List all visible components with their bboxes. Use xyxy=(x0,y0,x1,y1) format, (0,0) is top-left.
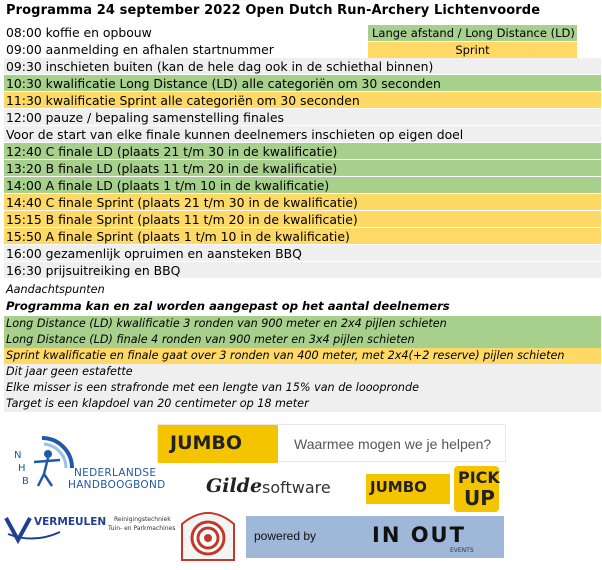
notes-warning: Programma kan en zal worden aangepast op het aantal deelnemers xyxy=(6,299,450,313)
jumbo-wordmark: JUMBO xyxy=(170,432,243,454)
notes-heading: Aandachtspunten xyxy=(6,283,105,296)
note-row: Target is een klapdoel van 20 centimeter op 18 meter xyxy=(4,396,601,412)
schedule-row: Voor de start van elke finale kunnen deelnemers inschieten op eigen doel xyxy=(4,126,601,143)
svg-text:N: N xyxy=(14,450,22,461)
schedule-row: 13:20 B finale LD (plaats 11 t/m 20 in de kwalificatie) xyxy=(4,160,601,177)
nhb-logo xyxy=(4,424,166,502)
svg-text:NEDERLANDSE: NEDERLANDSE xyxy=(74,467,157,479)
svg-text:B: B xyxy=(22,476,29,487)
vermeulen-emblem-icon xyxy=(4,508,176,548)
jumbo-banner xyxy=(157,424,506,462)
schedule-row: 09:00 aanmelding en afhalen startnummer xyxy=(4,41,366,58)
jumbo-pickup-logo: JUMBO PICK UP xyxy=(366,466,499,512)
nhb-emblem-icon xyxy=(4,424,166,502)
svg-text:HANDBOOGBOND: HANDBOOGBOND xyxy=(68,479,166,491)
page-title: Programma 24 september 2022 Open Dutch Run-Archery Lichtenvoorde xyxy=(6,3,541,18)
note-row: Long Distance (LD) finale 4 ronden van 900 meter en 3x4 pijlen schieten xyxy=(4,332,601,348)
note-row: Dit jaar geen estafette xyxy=(4,364,601,380)
schedule-row: 09:30 inschieten buiten (kan de hele dag ook in de schiethal binnen) xyxy=(4,58,601,75)
schedule-row: 15:15 B finale Sprint (plaats 11 t/m 20 in de kwalificatie) xyxy=(4,211,601,228)
schedule-row: 08:00 koffie en opbouw xyxy=(4,24,366,41)
svg-text:Tuin- en Parkmachines: Tuin- en Parkmachines xyxy=(108,525,176,532)
note-row: Sprint kwalificatie en finale gaat over 3 ronden van 400 meter, met 2x4(+2 reserve) pijlen schieten xyxy=(4,348,601,364)
svg-text:Reinigingstechniek: Reinigingstechniek xyxy=(114,516,171,523)
schedule-row: 14:00 A finale LD (plaats 1 t/m 10 in de kwalificatie) xyxy=(4,177,601,194)
schedule-row: 11:30 kwalificatie Sprint alle categoriën om 30 seconden xyxy=(4,92,601,109)
target-emblem xyxy=(176,504,240,566)
schedule-row: 10:30 kwalificatie Long Distance (LD) alle categoriën om 30 seconden xyxy=(4,75,601,92)
svg-text:H: H xyxy=(18,463,26,474)
jumbo-tagline: Waarmee mogen we je helpen? xyxy=(294,436,492,452)
svg-text:VERMEULEN: VERMEULEN xyxy=(34,516,107,528)
vermeulen-logo xyxy=(4,508,176,548)
schedule-row: 16:30 prijsuitreiking en BBQ xyxy=(4,262,601,279)
note-row: Elke misser is een strafronde met een lengte van 15% van de looopronde xyxy=(4,380,601,396)
schedule-row: 12:00 pauze / bepaling samenstelling finales xyxy=(4,109,601,126)
legend-sprint: Sprint xyxy=(368,42,577,58)
gilde-software-logo: Gilde software xyxy=(206,475,331,497)
schedule-row: 16:00 gezamenlijk opruimen en aansteken BBQ xyxy=(4,245,601,262)
note-row: Long Distance (LD) kwalificatie 3 ronden van 900 meter en 2x4 pijlen schieten xyxy=(4,316,601,332)
insout-banner: powered by IN OUT EVENTS xyxy=(246,516,504,558)
schedule-row: 14:40 C finale Sprint (plaats 21 t/m 30 in de kwalificatie) xyxy=(4,194,601,211)
legend-long-distance: Lange afstand / Long Distance (LD) xyxy=(368,25,577,41)
schedule-row: 15:50 A finale Sprint (plaats 1 t/m 10 in de kwalificatie) xyxy=(4,228,601,245)
target-icon xyxy=(176,504,240,566)
schedule-row: 12:40 C finale LD (plaats 21 t/m 30 in de kwalificatie) xyxy=(4,143,601,160)
